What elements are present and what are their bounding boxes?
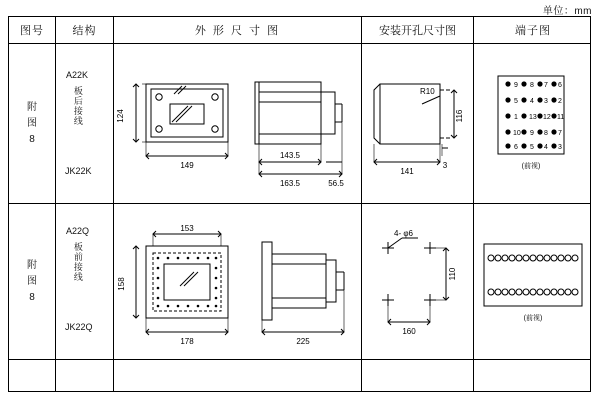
row2-structure [56,204,113,359]
row2-outline-drawing [114,204,361,359]
row2-structure-bottom-code: JK22Q [65,322,93,332]
row2-terminal-drawing [474,204,592,359]
header-outline-dim: 外 形 尺 寸 图 [194,25,281,37]
row1-terminal-drawing [474,44,592,203]
row1-terminal-caption: (前视) [521,163,541,170]
row2-fig-no-line1: 附 [27,259,37,271]
svg-text:7: 7 [544,82,548,89]
svg-text:11: 11 [557,114,565,121]
row1-dim-depth3: 56.5 [328,179,344,188]
svg-text:6: 6 [558,82,562,89]
svg-text:10: 10 [513,130,521,137]
svg-text:1: 1 [514,114,518,121]
svg-text:12: 12 [543,114,551,121]
row2-dim-depth: 225 [296,337,310,346]
svg-text:5: 5 [530,144,534,151]
row1-mount-height: 116 [455,109,464,123]
row1-outline-drawing [114,44,361,203]
unit-note: 单位：mm [542,6,592,17]
header-structure: 结构 [72,25,97,37]
row1-dim-depth1: 143.5 [279,151,301,160]
svg-text:2: 2 [558,98,562,105]
row1-mount-small: 3 [442,161,448,170]
svg-text:3: 3 [558,144,562,151]
header-mounting-dim: 安装开孔尺寸图 [379,25,456,37]
row1-structure [56,44,113,203]
header-fig-no: 图号 [20,25,44,37]
row1-mounting-drawing [362,44,473,203]
row1-dim-width: 149 [180,161,194,170]
row1-mount-radius: R10 [420,87,435,96]
header-terminal: 端子图 [515,25,551,37]
row1-fig-no-line1: 附 [27,101,37,113]
row1-structure-bottom-code: JK22K [65,166,92,176]
row1-fig-no [9,44,55,203]
svg-text:13: 13 [529,114,537,121]
row2-mount-width: 160 [402,327,416,336]
row2-structure-mid-text: 板前接线 [72,242,83,282]
svg-text:5: 5 [514,98,518,105]
row1-structure-top-code: A22K [66,70,89,80]
row2-hole-note: 4- φ6 [394,229,413,238]
spec-table [8,16,591,392]
row2-mount-height: 110 [448,267,457,281]
svg-text:3: 3 [544,98,548,105]
row2-fig-no-line2: 图 [27,275,37,287]
svg-text:4: 4 [544,144,548,151]
row2-terminal-caption: (前视) [523,315,543,322]
row1-mount-width: 141 [400,167,414,176]
svg-text:7: 7 [558,130,562,137]
row1-fig-no-line3: 8 [29,133,35,145]
svg-text:9: 9 [530,130,534,137]
row2-fig-no-line3: 8 [29,291,35,303]
row2-mounting-drawing [362,204,473,359]
svg-text:9: 9 [514,82,518,89]
row2-structure-top-code: A22Q [66,226,90,236]
svg-text:6: 6 [514,144,518,151]
row1-structure-mid-text: 板后接线 [72,86,83,126]
svg-text:8: 8 [530,82,534,89]
row2-dim-width: 178 [180,337,194,346]
row2-dim-height: 158 [117,277,126,291]
row-divider-2 [9,359,590,360]
svg-text:8: 8 [544,130,548,137]
row1-dim-height: 124 [116,109,125,123]
row2-fig-no [9,204,55,359]
row2-dim-top: 153 [180,224,194,233]
row1-fig-no-line2: 图 [27,117,37,129]
row1-dim-depth2: 163.5 [279,179,301,188]
svg-text:4: 4 [530,98,534,105]
